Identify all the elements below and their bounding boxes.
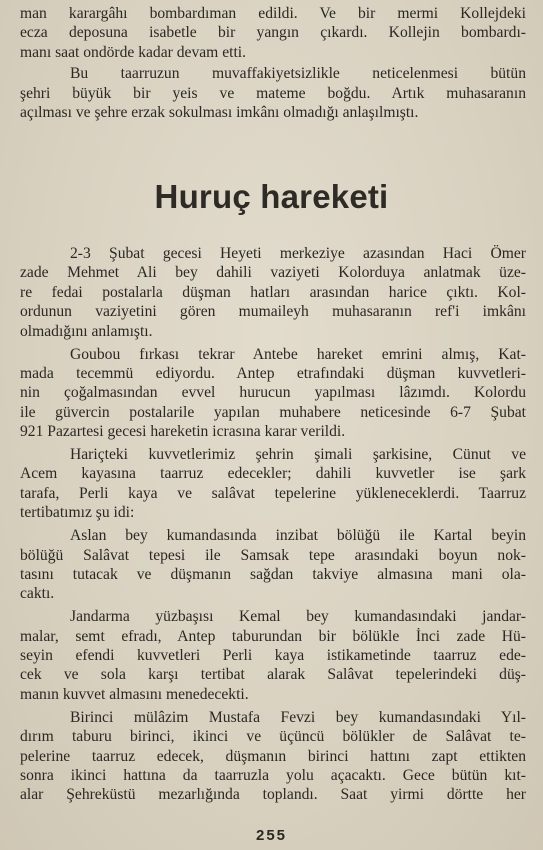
text-line: caktı. [20,585,55,603]
text-line: Acem kayasına taarruz edecekler; dahili kuvvetler ise şark [20,465,526,483]
paragraph [20,244,526,341]
paragraph [20,526,526,604]
text-line: manın kuvvet almasını menedecekti. [20,685,249,703]
text-line: şehri büyük bir yeis ve mateme boğdu. Artık muhasaranın [20,84,526,102]
text-line: ecza deposuna isabetle bir yangın çıkardı. Kollejin bombardı- [20,24,526,42]
text-line: zade Mehmet Ali bey dahili vaziyeti Kolorduya anlatmak üze- [20,264,526,282]
text-line: cek ve sola karşı tertibat alarak Salâvat tepelerindeki düş- [20,666,526,684]
text-line: re fedai postalarla düşman hatları arasından harice çıktı. Kol- [20,283,526,301]
text-line: mada tecemmü ediyordu. Antep etrafındaki düşman kuvvetleri- [20,364,526,382]
paragraph [20,607,526,704]
text-line: alar Şehreküstü mezarlığında toplandı. Saat yirmi dörtte her [20,786,526,804]
text-line: sonra ikinci hattına da taarruzla yolu açacaktı. Gece bütün kıt- [20,766,526,784]
text-line: Hariçteki kuvvetlerimiz şehrin şimali şarkisine, Cünut ve [70,446,526,463]
text-line: Goubou fırkası tekrar Antebe hareket emrini almış, Kat- [70,345,526,363]
text-line: tasını tutacak ve düşmanın sağdan takviye almasına mani ola- [20,565,526,583]
text-line: nin çoğalmasından evvel hurucun yapılması lâzımdı. Kolordu [20,384,526,402]
text-line: seyin efendi kuvvetleri Perli kaya istikametinde taarruz ede- [20,647,526,664]
paragraph [20,708,526,805]
text-line: tarafa, Perli kaya ve salâvat tepelerine yükleneceklerdi. Taarruz [20,484,526,502]
text-line: Aslan bey kumandasında inzibat bölüğü ile Kartal beyin [70,527,526,545]
paragraph [20,4,526,62]
text-line: açılması ve şehre erzak sokulması imkânı olmadığı anlaşılmıştı. [20,104,419,121]
paragraph [20,345,526,442]
text-line: olmadığını anlamıştı. [20,322,153,340]
text-line: Bu taarruzun muvaffakiyetsizlikle neticelenmesi bütün [70,65,526,83]
text-line: Jandarma yüzbaşısı Kemal bey kumandasındaki jandar- [70,608,526,626]
text-line: dırım taburu birinci, ikinci ve üçüncü bölükler de Salâvat te- [20,728,526,746]
text-line: 2-3 Şubat gecesi Heyeti merkeziye azasından Haci Ömer [70,245,526,262]
text-line: bölüğü Salâvat tepesi ile Samsak tepe arasındaki boyun nok- [20,546,526,564]
text-line: ile güvercin postalarile yapılan muhabere neticesinde 6-7 Şubat [20,403,526,421]
page-number: 255 [255,827,288,844]
paragraph [20,64,526,122]
text-line: tertibatımız şu idi: [20,504,135,522]
text-line: ordunun vaziyetini gören mumaileyh muhasaranın ref'i imkânı [20,303,526,321]
text-line: 921 Pazartesi gecesi hareketin icrasına karar verildi. [20,423,346,441]
text-line: pelerine taarruz edecek, düşmanın birinci hattını zapt ettikten [20,747,526,765]
paragraph [20,445,526,523]
text-line: man karargâhı bombardıman edildi. Ve bir mermi Kollejdeki [20,5,526,22]
section-heading: Huruç hareketi [154,178,389,215]
text-line: manı saat ondörde kadar devam etti. [20,43,247,61]
text-line: malar, semt efradı, Antep taburundan bir bölükle İnci zade Hü- [20,627,526,645]
text-line: Birinci mülâzim Mustafa Fevzi bey kumandasındaki Yıl- [70,708,526,726]
